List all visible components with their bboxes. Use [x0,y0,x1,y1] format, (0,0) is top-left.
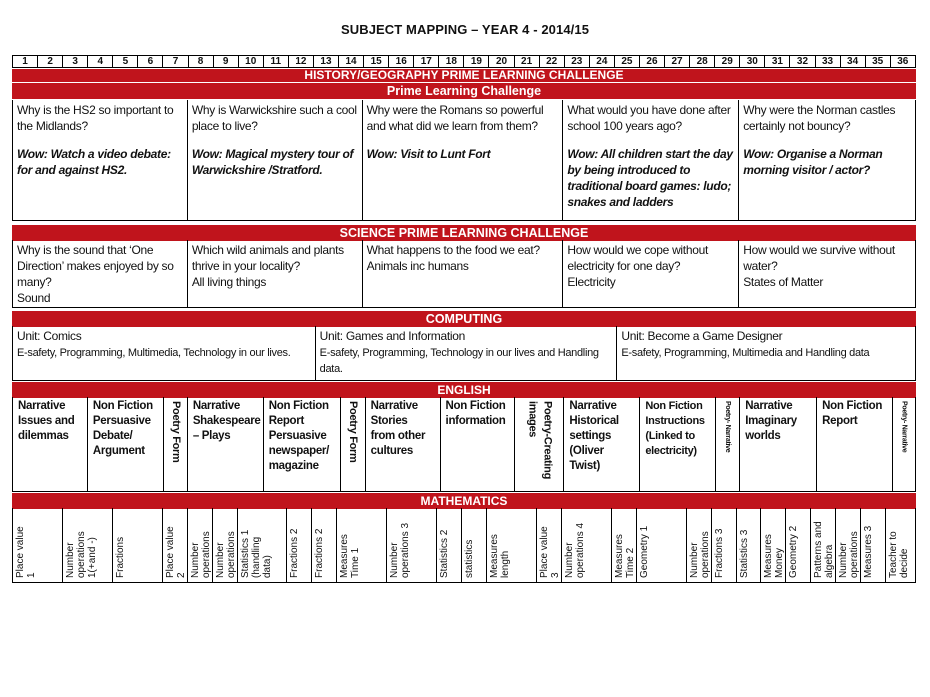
mathematics-cell-label: Fractions 2 [289,528,301,578]
week-number: 32 [790,56,815,67]
mathematics-cell-label: Number operations 1(+and -) [64,531,98,578]
computing-row [12,326,916,381]
week-number: 24 [590,56,615,67]
english-cell: Narrative Shakespeare – Plays [188,397,264,491]
mathematics-cell [63,508,113,582]
week-number: 23 [565,56,590,67]
mathematics-cell-label: Number operations 4 [563,522,586,578]
week-number: 13 [314,56,339,67]
mathematics-cell-label: Patterns and algebra [813,521,836,578]
english-cell: Non Fiction Persuasive Debate/ Argument [88,397,164,491]
week-number: 19 [464,56,489,67]
mathematics-cell [811,508,836,582]
mathematics-cell [238,508,288,582]
mathematics-cell [287,508,312,582]
mathematics-cell-label: Number operations [838,531,861,578]
mathematics-cell-label: Place value 1 [15,526,37,578]
history-cell: Why were the Romans so powerful and what did we learn from them? Wow: Visit to Lunt Fort [363,100,564,220]
english-cell: Poetry- Narrative [893,397,916,491]
mathematics-cell-label: Statistics 3 [738,529,750,578]
mathematics-cell [213,508,238,582]
english-cell: Non Fiction Instructions (Linked to electricity) [640,397,716,491]
history-header: HISTORY/GEOGRAPHY PRIME LEARNING CHALLENGE [12,68,916,83]
mathematics-cell-label: Teacher to decide [888,531,911,578]
mathematics-cell [487,508,537,582]
english-cell: Narrative Historical settings (Oliver Twist) [564,397,640,491]
mathematics-cell [13,508,63,582]
mathematics-cell-label: Geometry 1 [638,525,650,578]
mathematics-cell [537,508,562,582]
english-cell: Poetry Form [341,397,366,491]
week-number: 10 [239,56,264,67]
mathematics-cell-label: Statistics 2 [439,529,451,578]
mathematics-cell [387,508,437,582]
mathematics-cell [437,508,462,582]
week-number: 22 [540,56,565,67]
week-number: 14 [339,56,364,67]
week-number: 30 [740,56,765,67]
mathematics-cell [562,508,612,582]
prime-learning-subheader: Prime Learning Challenge [12,82,916,99]
english-cell: Narrative Issues and dilemmas [13,397,88,491]
week-number: 34 [841,56,866,67]
mathematics-cell-label: Number operations [688,531,711,578]
mathematics-cell-label: Place value 3 [538,526,561,578]
mathematics-cell-label: Measures length [489,534,512,578]
mathematics-cell-label: Statistics 1 (handling data) [239,529,273,578]
science-cell: Why is the sound that ‘One Direction’ makes enjoyed by so many? Sound [13,240,188,307]
mathematics-cell [786,508,811,582]
week-number: 11 [264,56,289,67]
english-cell: Narrative Imaginary worlds [740,397,817,491]
english-cell: Non Fiction information [441,397,516,491]
mathematics-cell [687,508,712,582]
english-header: ENGLISH [12,381,916,398]
week-number: 35 [866,56,891,67]
english-cell: Non Fiction Report [817,397,893,491]
mathematics-cell-label: Number operations 3 [389,522,412,578]
week-number: 6 [138,56,163,67]
mathematics-cell [737,508,762,582]
science-cell: Which wild animals and plants thrive in your locality? All living things [188,240,363,307]
mathematics-cell-label: Fractions [114,536,126,578]
week-number: 3 [63,56,88,67]
mathematics-cell [761,508,786,582]
mathematics-cell [462,508,487,582]
history-cell: Why is Warwickshire such a cool place to live? Wow: Magical mystery tour of Warwickshire /Stratford. [188,100,363,220]
week-number: 5 [113,56,138,67]
english-cell: Narrative Stories from other cultures [366,397,441,491]
week-number: 33 [816,56,841,67]
week-number: 26 [640,56,665,67]
science-header: SCIENCE PRIME LEARNING CHALLENGE [12,224,916,241]
mathematics-cell-label: Number operations [189,531,212,578]
mathematics-cell-label: Measures Money [763,534,786,578]
mathematics-cell [188,508,213,582]
week-number: 17 [414,56,439,67]
mathematics-cell [886,508,916,582]
week-number: 25 [615,56,640,67]
week-number: 18 [439,56,464,67]
week-number: 12 [289,56,314,67]
subject-mapping-table [12,55,916,583]
mathematics-cell [163,508,188,582]
mathematics-cell-label: statistics [464,539,476,578]
week-number: 8 [189,56,214,67]
week-number: 27 [665,56,690,67]
week-number-row [12,55,916,68]
mathematics-cell [612,508,637,582]
week-number: 29 [715,56,740,67]
mathematics-cell [337,508,387,582]
mathematics-cell-label: Number operations [214,531,237,578]
computing-cell: Unit: Games and Information E-safety, Programming, Technology in our lives and Handling data. [316,326,618,380]
history-cell: Why is the HS2 so important to the Midlands? Wow: Watch a video debate: for and against HS2. [13,100,188,220]
computing-cell: Unit: Comics E-safety, Programming, Multimedia, Technology in our lives. [13,326,316,380]
week-number: 2 [38,56,63,67]
week-number: 28 [690,56,715,67]
english-cell: Poetry-Creating images [515,397,564,491]
science-cell: What happens to the food we eat? Animals inc humans [363,240,564,307]
english-cell: Poetry Form [164,397,188,491]
week-number: 31 [765,56,790,67]
week-number: 7 [163,56,188,67]
mathematics-row [12,508,916,583]
mathematics-cell [712,508,737,582]
mathematics-cell [113,508,163,582]
mathematics-cell [861,508,886,582]
science-cell: How would we survive without water? States of Matter [739,240,916,307]
week-number: 16 [389,56,414,67]
week-number: 36 [897,56,909,67]
mathematics-cell-label: Geometry 2 [788,525,800,578]
computing-cell: Unit: Become a Game Designer E-safety, Programming, Multimedia and Handling data [617,326,916,380]
mathematics-cell-label: Place value 2 [164,526,187,578]
english-row [12,397,916,492]
week-number: 15 [364,56,389,67]
history-cell: What would you have done after school 100 years ago? Wow: All children start the day by being introduced to traditional board games: ludo; snakes and ladders [563,100,739,220]
history-cell: Why were the Norman castles certainly not bouncy? Wow: Organise a Norman morning visitor / actor? [739,100,916,220]
mathematics-cell-label: Measures Time 1 [339,534,362,578]
mathematics-cell-label: Fractions 2 [314,528,326,578]
mathematics-cell [637,508,687,582]
history-row [12,100,916,221]
english-cell: Non Fiction Report Persuasive newspaper/ magazine [264,397,341,491]
mathematics-cell-label: Measures Time 2 [613,534,636,578]
mathematics-cell-label: Measures 3 [863,525,875,578]
mathematics-header: MATHEMATICS [12,492,916,509]
week-number: 1 [13,56,38,67]
week-number: 4 [88,56,113,67]
mathematics-cell [312,508,337,582]
english-cell: Poetry- Narrative [716,397,740,491]
week-number: 9 [214,56,239,67]
page-title: SUBJECT MAPPING – YEAR 4 - 2014/15 [340,22,590,37]
computing-header: COMPUTING [12,310,916,327]
mathematics-cell-label: Fractions 3 [713,528,725,578]
week-number: 21 [515,56,540,67]
week-number: 20 [489,56,514,67]
science-row [12,240,916,308]
science-cell: How would we cope without electricity for one day? Electricity [563,240,739,307]
mathematics-cell [836,508,861,582]
